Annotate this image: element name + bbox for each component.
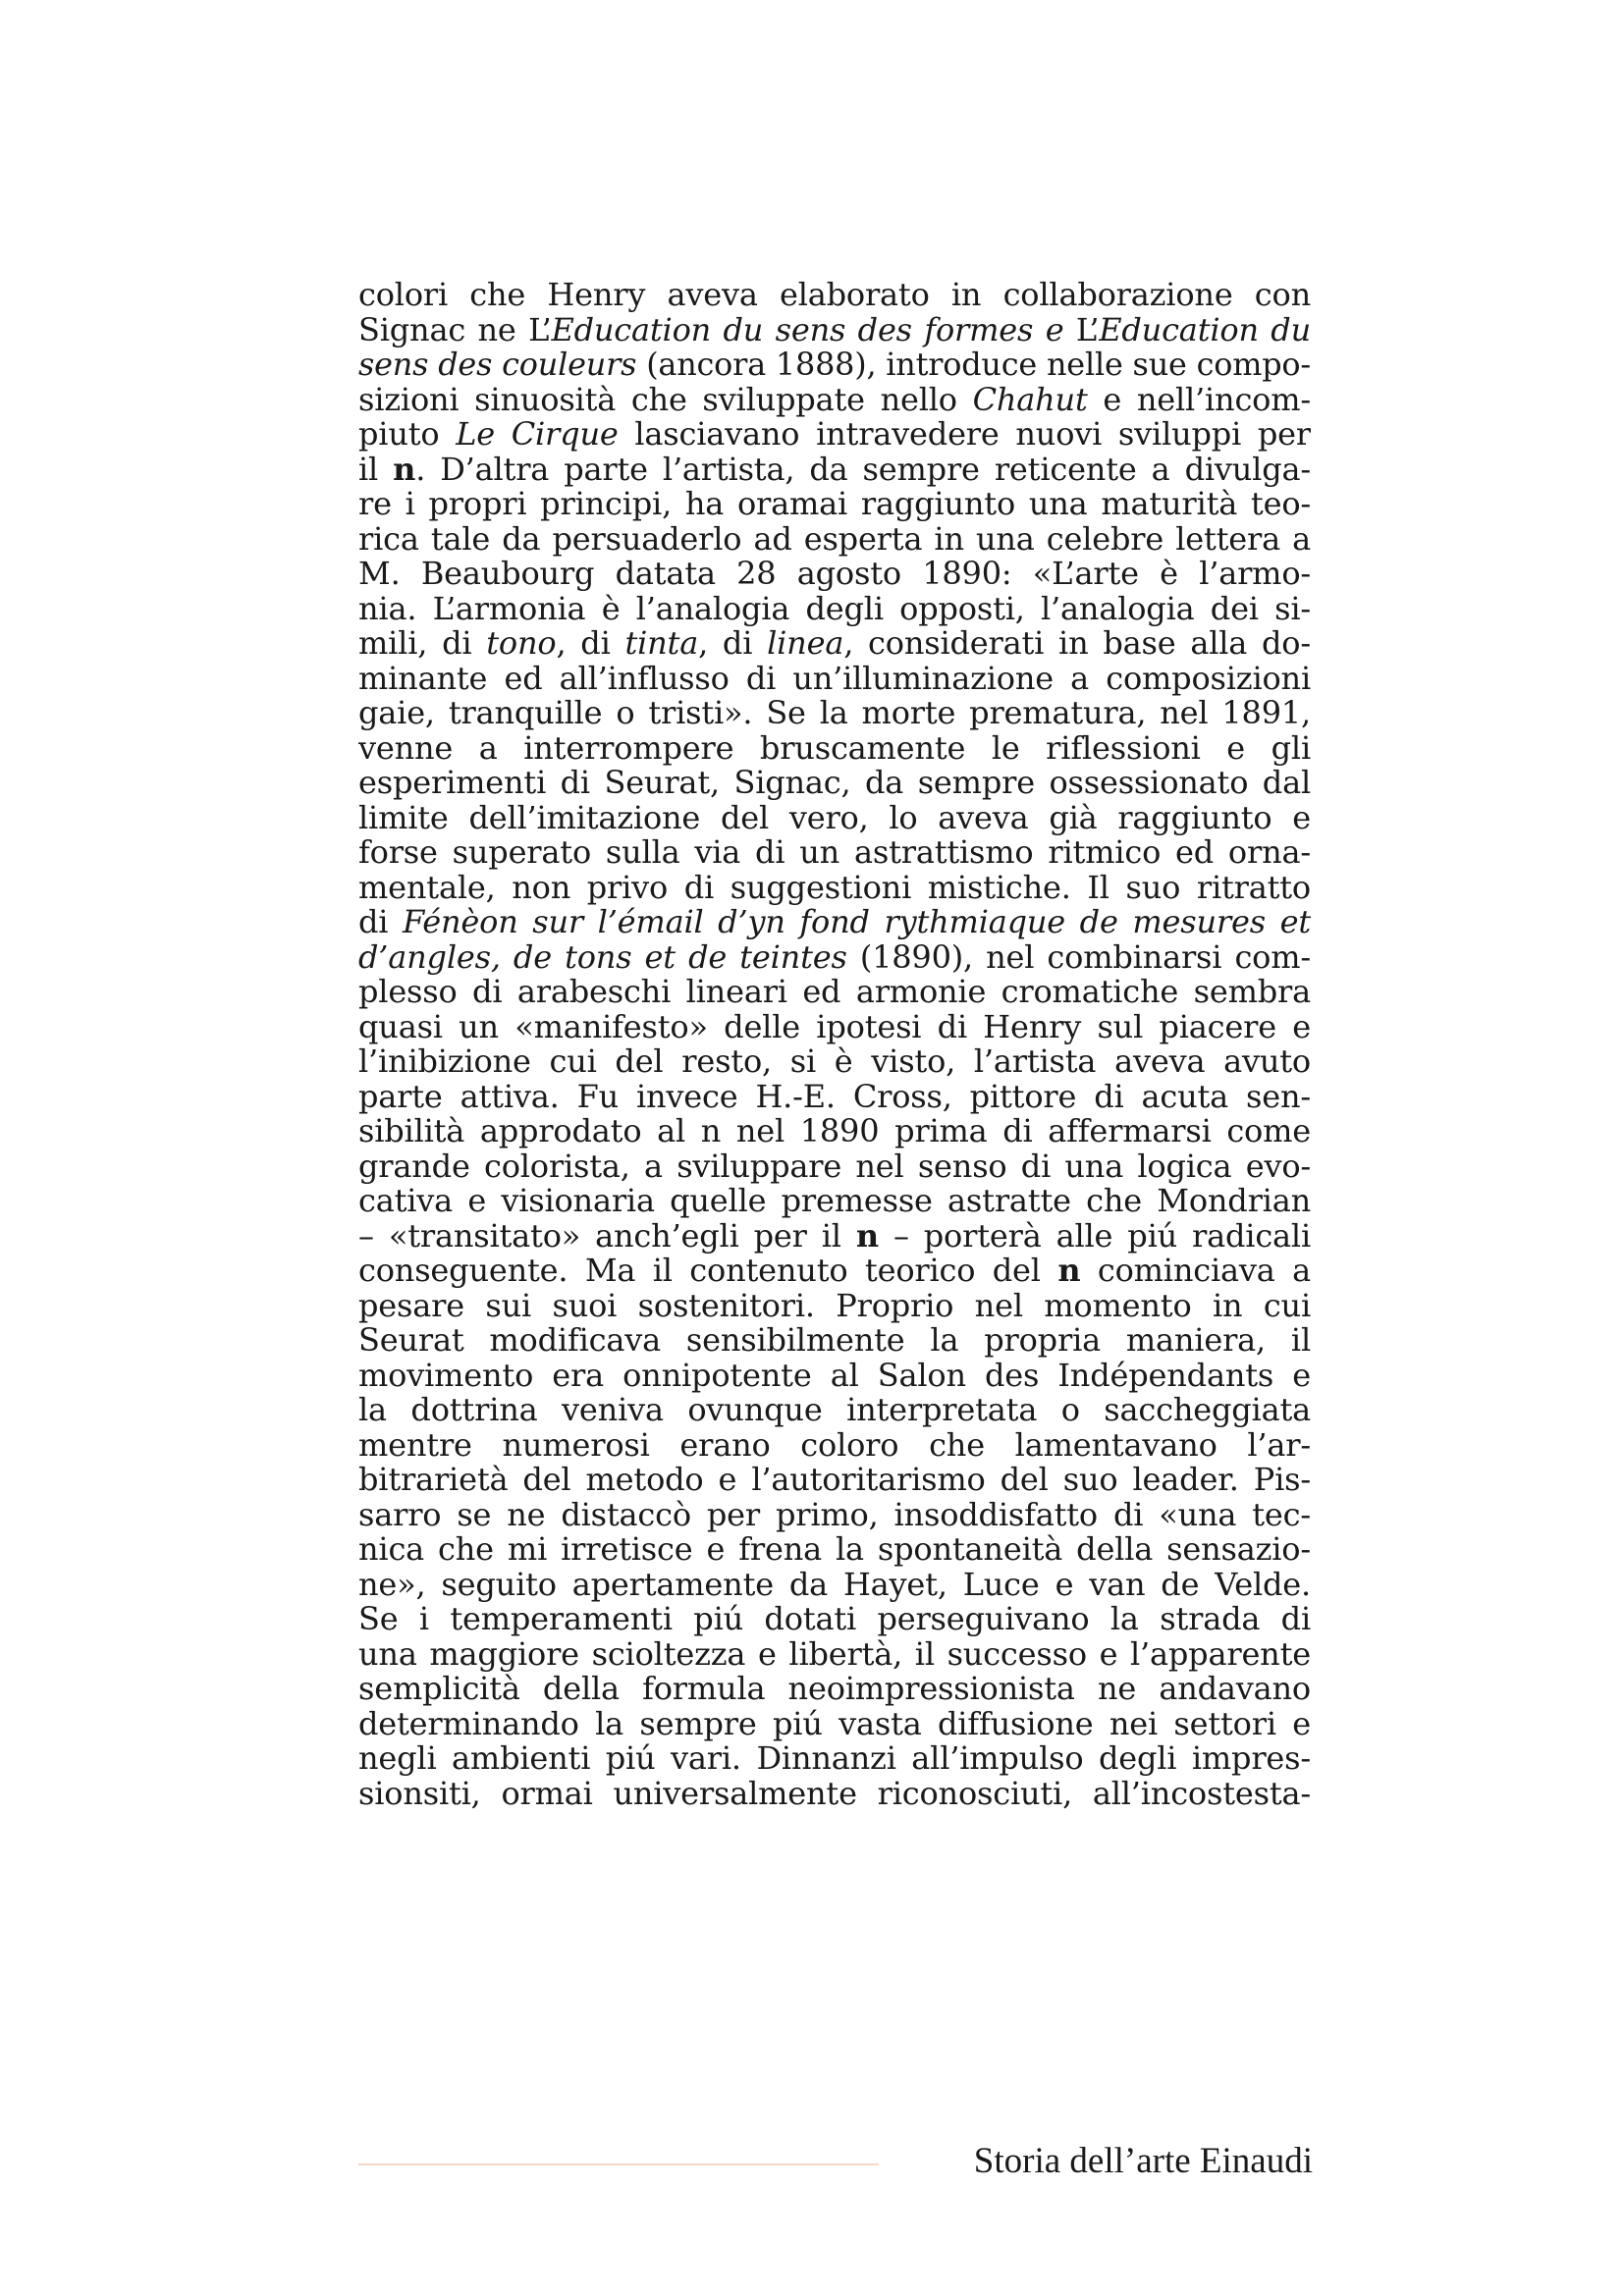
body-text [358, 278, 1311, 2025]
text-line: sarro se ne distaccò per primo, insoddisfatto di «una tec- [358, 1495, 1311, 1533]
text-line: piuto Le Cirque lasciavano intravedere nuovi sviluppi per [358, 415, 1311, 453]
text-line: sens des couleurs (ancora 1888), introduce nelle sue compo- [358, 346, 1311, 383]
text-line: M. Beaubourg datata 28 agosto 1890: «L’arte è l’armo- [358, 555, 1311, 592]
footer-rule [358, 2163, 879, 2165]
text-line: re i propri principi, ha oramai raggiunto una maturità teo- [358, 485, 1311, 522]
text-line: nia. L’armonia è l’analogia degli opposti, l’analogia dei si- [358, 589, 1311, 627]
text-line: colori che Henry aveva elaborato in collaborazione con [358, 278, 1311, 313]
text-line: – «transitato» anch’egli per il n – porterà alle piú radicali [358, 1216, 1311, 1255]
text-line: sizioni sinuosità che sviluppate nello Chahut e nell’incom- [358, 380, 1311, 418]
text-line: una maggiore scioltezza e libertà, il successo e l’apparente [358, 1634, 1311, 1673]
text-line: pesare sui suoi sostenitori. Proprio nel momento in cui [358, 1286, 1311, 1324]
text-line: il n. D’altra parte l’artista, da sempre reticente a divulga- [358, 450, 1311, 488]
text-line: di Fénèon sur l’émail d’yn fond rythmiaque de mesures et [358, 903, 1311, 940]
text-line: gaie, tranquille o tristi». Se la morte prematura, nel 1891, [358, 694, 1311, 731]
text-line: grande colorista, a sviluppare nel senso di una logica evo- [358, 1147, 1311, 1185]
text-line: esperimenti di Seurat, Signac, da sempre ossessionato dal [358, 764, 1311, 801]
text-line: sibilità approdato al n nel 1890 prima di affermarsi come [358, 1112, 1311, 1149]
text-line: bitrarietà del metodo e l’autoritarismo del suo leader. Pis- [358, 1461, 1311, 1498]
text-line: quasi un «manifesto» delle ipotesi di Henry sul piacere e [358, 1007, 1311, 1045]
text-line: forse superato sulla via di un astrattismo ritmico ed orna- [358, 833, 1311, 871]
text-line: plesso di arabeschi lineari ed armonie cromatiche sembra [358, 973, 1311, 1010]
text-line: conseguente. Ma il contenuto teorico del n cominciava a [358, 1252, 1311, 1289]
footer-title: Storia dell’arte Einaudi [973, 2141, 1313, 2181]
page-footer [358, 2132, 1313, 2191]
text-line: Seurat modificava sensibilmente la propria maniera, il [358, 1321, 1311, 1359]
text-line: parte attiva. Fu invece H.-E. Cross, pittore di acuta sen- [358, 1077, 1311, 1115]
text-line: venne a interrompere bruscamente le riflessioni e gli [358, 728, 1311, 767]
text-line: nica che mi irretisce e frena la spontaneità della sensazio- [358, 1530, 1311, 1568]
text-line: determinando la sempre piú vasta diffusione nei settori e [358, 1704, 1311, 1742]
text-line: semplicità della formula neoimpressionista ne andavano [358, 1670, 1311, 1707]
text-line: rica tale da persuaderlo ad esperta in una celebre lettera a [358, 519, 1311, 558]
text-line: minante ed all’influsso di un’illuminazione a composizioni [358, 659, 1311, 697]
text-line: la dottrina veniva ovunque interpretata o saccheggiata [358, 1391, 1311, 1428]
text-line: limite dell’imitazione del vero, lo aveva già raggiunto e [358, 798, 1311, 836]
text-line: d’angles, de tons et de teintes (1890), nel combinarsi com- [358, 937, 1311, 976]
text-line: l’inibizione cui del resto, si è visto, l’artista aveva avuto [358, 1042, 1311, 1080]
text-line: negli ambienti piú vari. Dinnanzi all’impulso degli impres- [358, 1739, 1311, 1777]
text-line: mentre numerosi erano coloro che lamentavano l’ar- [358, 1425, 1311, 1464]
text-line: mili, di tono, di tinta, di linea, considerati in base alla do- [358, 624, 1311, 662]
text-line: ne», seguito apertamente da Hayet, Luce e van de Velde. [358, 1565, 1311, 1603]
text-line: movimento era onnipotente al Salon des Indépendants e [358, 1356, 1311, 1394]
text-line: Se i temperamenti piú dotati perseguivano la strada di [358, 1600, 1311, 1637]
text-line: sionsiti, ormai universalmente riconosciuti, all’incostesta- [358, 1774, 1311, 1812]
text-line: mentale, non privo di suggestioni mistiche. Il suo ritratto [358, 868, 1311, 906]
text-line: Signac ne L’Education du sens des formes e L’Education du [358, 310, 1311, 348]
text-line: cativa e visionaria quelle premesse astratte che Mondrian [358, 1182, 1311, 1219]
